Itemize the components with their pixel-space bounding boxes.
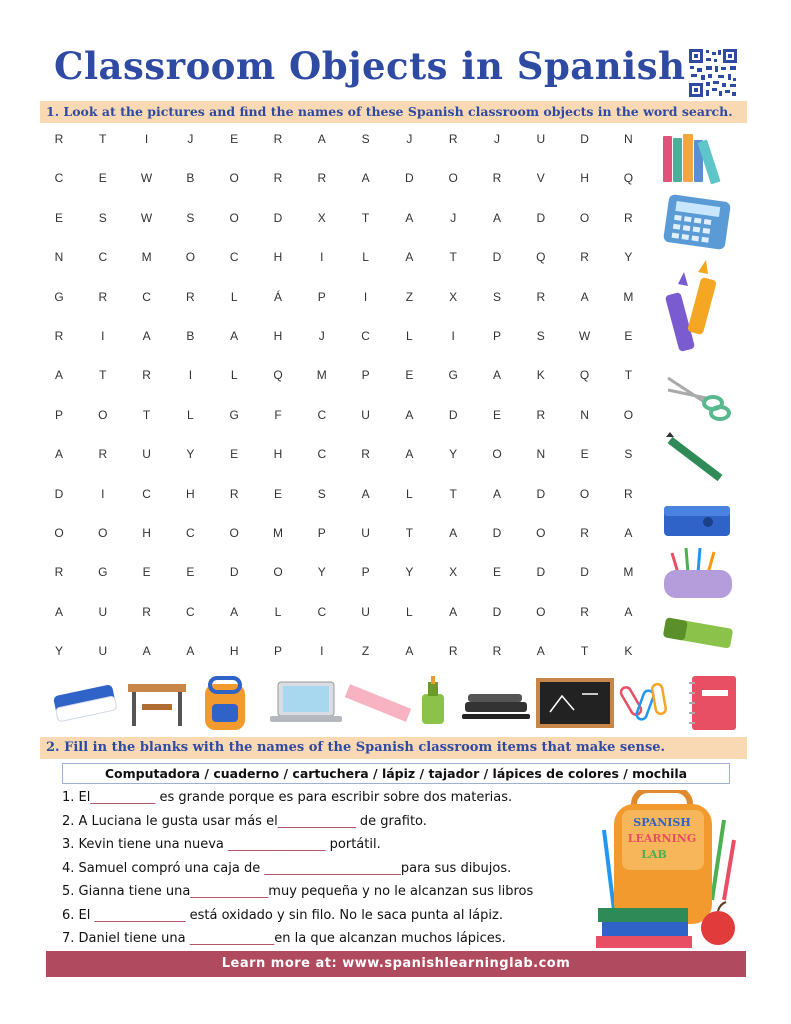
grid-letter: I (320, 250, 324, 265)
grid-letter: U (98, 604, 108, 619)
answer-blank[interactable]: ____________ (277, 813, 356, 829)
grid-letter: Y (624, 250, 633, 265)
grid-letter: C (142, 289, 151, 304)
grid-letter: J (318, 329, 325, 343)
spanish-learning-lab-logo (584, 790, 744, 950)
sentence-text-after: de grafito. (355, 813, 427, 829)
sentence-text-before: 1. El (62, 790, 91, 805)
logo-line-1: SPANISH (633, 816, 691, 829)
grid-letter: T (580, 644, 589, 659)
grid-letter: C (142, 486, 151, 501)
glue-icon (422, 676, 444, 724)
grid-letter: T (361, 210, 370, 225)
laptop-icon (270, 682, 342, 722)
grid-letter: E (142, 565, 151, 580)
grid-letter: X (449, 565, 458, 580)
grid-letter: L (406, 604, 413, 619)
grid-letter: D (448, 407, 458, 422)
grid-letter: H (273, 447, 283, 462)
sentence-3 (62, 837, 381, 852)
grid-letter: O (54, 526, 64, 540)
grid-letter: E (492, 407, 501, 422)
answer-blank[interactable]: _______________ (228, 837, 326, 852)
grid-letter: S (186, 210, 195, 225)
sentence-1 (62, 790, 512, 805)
grid-letter: P (273, 644, 282, 659)
grid-letter: P (361, 565, 370, 580)
grid-letter: R (492, 171, 502, 186)
sentence-text-before: 7. Daniel tiene una (62, 931, 190, 946)
sentence-text-before: 3. Kevin tiene una nueva (62, 837, 229, 852)
grid-letter: L (187, 407, 194, 422)
grid-letter: D (536, 210, 546, 225)
sentence-text-before: 5. Gianna tiene una (62, 884, 191, 899)
grid-letter: P (317, 526, 326, 540)
grid-letter: R (229, 486, 239, 501)
grid-letter: D (229, 565, 239, 580)
grid-letter: A (580, 289, 589, 304)
grid-letter: H (273, 250, 283, 265)
books-icon (663, 134, 721, 184)
answer-blank[interactable]: _____________________ (264, 860, 401, 876)
grid-letter: D (405, 171, 414, 186)
notebook-icon (689, 676, 736, 730)
grid-letter: D (492, 250, 502, 265)
grid-letter: N (624, 132, 633, 146)
grid-letter: W (578, 329, 591, 343)
grid-letter: E (273, 486, 282, 501)
grid-letter: R (580, 250, 589, 265)
grid-letter: K (624, 644, 633, 659)
sentence-2 (62, 814, 427, 829)
grid-letter: O (579, 486, 590, 501)
grid-letter: R (536, 407, 546, 422)
sentence-7 (62, 931, 506, 946)
grid-letter: E (405, 368, 414, 383)
grid-letter: O (492, 447, 502, 462)
grid-letter: D (492, 526, 502, 540)
grid-letter: R (361, 447, 370, 462)
grid-letter: E (186, 565, 195, 580)
backpack-icon (205, 678, 245, 730)
grid-letter: T (449, 486, 457, 501)
answer-blank[interactable]: ______________ (94, 907, 186, 923)
grid-letter: O (623, 407, 634, 422)
grid-letter: P (361, 368, 370, 383)
grid-letter: P (317, 289, 326, 304)
grid-letter: E (624, 329, 633, 343)
grid-letter: T (624, 368, 633, 383)
grid-letter: C (229, 250, 239, 265)
grid-letter: E (580, 447, 589, 462)
section-1-instruction: 1. Look at the pictures and find the names of these Spanish classroom objects in the word search. (40, 101, 747, 123)
grid-letter: O (448, 171, 458, 186)
sentence-6 (62, 908, 503, 923)
grid-letter: I (320, 644, 324, 659)
grid-letter: W (140, 210, 153, 225)
sentence-text-after: está oxidado y sin filo. No le saca punta al lápiz. (185, 907, 503, 923)
grid-letter: A (54, 368, 63, 383)
grid-letter: O (579, 210, 590, 225)
section-2-instruction: 2. Fill in the blanks with the names of the Spanish classroom items that make sense. (40, 737, 747, 759)
grid-letter: A (492, 210, 501, 225)
grid-letter: T (99, 132, 107, 146)
word-bank: Computadora / cuaderno / cartuchera / lápiz / tajador / lápices de colores / mochila (62, 763, 730, 784)
scissors-icon (668, 378, 729, 419)
grid-letter: Z (405, 289, 414, 304)
grid-letter: X (317, 210, 326, 225)
answer-blank[interactable]: ____________ (190, 884, 269, 899)
grid-letter: O (229, 171, 239, 186)
paper-clips-icon (619, 683, 666, 720)
side-icons-column (658, 128, 738, 678)
grid-letter: Á (273, 289, 282, 304)
grid-letter: G (54, 289, 64, 304)
grid-letter: E (230, 447, 239, 462)
grid-letter: G (98, 565, 108, 580)
grid-letter: H (186, 486, 195, 501)
grid-letter: R (54, 329, 64, 343)
grid-letter: Q (623, 171, 634, 186)
grid-letter: C (361, 329, 370, 343)
grid-letter: A (449, 526, 458, 540)
grid-letter: Y (54, 644, 63, 659)
grid-letter: I (451, 329, 455, 343)
grid-letter: I (101, 329, 105, 343)
sentence-text-before: 6. El (62, 907, 95, 923)
grid-letter: J (494, 132, 500, 146)
word-search-grid (44, 132, 652, 672)
grid-letter: R (492, 644, 502, 659)
answer-blank[interactable]: __________ (90, 790, 156, 805)
grid-letter: A (186, 644, 195, 659)
grid-letter: A (492, 486, 501, 501)
grid-letter: R (186, 289, 195, 304)
answer-blank[interactable]: _____________ (189, 931, 275, 946)
grid-letter: C (317, 447, 327, 462)
grid-letter: J (406, 132, 413, 146)
grid-letter: Z (361, 644, 370, 659)
grid-letter: H (273, 329, 283, 343)
grid-letter: A (230, 604, 239, 619)
crayons-icon (665, 260, 717, 352)
grid-letter: O (98, 526, 108, 540)
grid-letter: J (187, 132, 194, 146)
grid-letter: R (142, 604, 151, 619)
grid-letter: S (98, 210, 107, 225)
grid-letter: D (273, 210, 283, 225)
grid-letter: V (536, 171, 545, 186)
grid-letter: Q (579, 368, 590, 383)
grid-letter: A (142, 644, 151, 659)
grid-letter: Y (405, 565, 414, 580)
grid-letter: L (406, 486, 413, 501)
grid-letter: C (317, 407, 327, 422)
grid-letter: M (273, 526, 283, 540)
grid-letter: D (580, 132, 589, 146)
grid-letter: P (492, 329, 501, 343)
grid-letter: I (101, 486, 105, 501)
sentence-text-before: 4. Samuel compró una caja de (62, 860, 265, 876)
ruler-icon (345, 684, 411, 722)
grid-letter: Q (536, 250, 546, 265)
grid-letter: R (448, 132, 458, 146)
grid-letter: L (274, 604, 282, 619)
grid-letter: R (580, 604, 589, 619)
grid-letter: S (624, 447, 633, 462)
grid-letter: D (580, 565, 589, 580)
sentence-text-after: portátil. (325, 837, 381, 852)
grid-letter: R (536, 289, 546, 304)
grid-letter: R (54, 132, 64, 146)
grid-letter: U (536, 132, 546, 146)
grid-letter: R (54, 565, 64, 580)
grid-letter: R (98, 447, 108, 462)
grid-letter: F (274, 407, 282, 422)
grid-letter: A (317, 132, 326, 146)
grid-letter: E (230, 132, 239, 146)
chalkboard-icon (536, 678, 614, 728)
qr-code-icon (688, 48, 738, 98)
grid-letter: O (185, 250, 196, 265)
grid-letter: G (448, 368, 458, 383)
grid-letter: L (362, 250, 369, 265)
desk-icon (128, 684, 186, 726)
grid-letter: A (405, 447, 414, 462)
grid-letter: C (317, 604, 327, 619)
grid-letter: J (450, 210, 457, 225)
grid-letter: C (186, 604, 195, 619)
grid-letter: A (361, 486, 370, 501)
grid-letter: O (229, 210, 239, 225)
grid-letter: D (54, 486, 64, 501)
grid-letter: Y (186, 447, 195, 462)
grid-letter: S (317, 486, 326, 501)
grid-letter: A (492, 368, 501, 383)
sentence-5 (62, 884, 533, 899)
grid-letter: Y (449, 447, 458, 462)
grid-letter: U (361, 407, 370, 422)
grid-letter: C (98, 250, 108, 265)
grid-letter: L (406, 329, 413, 343)
grid-letter: T (449, 250, 457, 265)
grid-letter: P (54, 407, 63, 422)
grid-letter: H (580, 171, 589, 186)
grid-letter: R (624, 210, 633, 225)
grid-letter: R (317, 171, 327, 186)
grid-letter: A (54, 604, 63, 619)
grid-letter: B (186, 329, 195, 343)
sentence-4 (62, 861, 511, 876)
grid-letter: R (273, 171, 283, 186)
sentence-text-after: muy pequeña y no le alcanzan sus libros (268, 884, 534, 899)
grid-letter: G (229, 407, 239, 422)
grid-letter: Y (317, 565, 326, 580)
grid-letter: E (54, 210, 63, 225)
grid-letter: A (405, 407, 414, 422)
grid-letter: R (98, 289, 108, 304)
grid-letter: K (536, 368, 545, 383)
sentence-text-after: en la que alcanzan muchos lápices. (274, 931, 506, 946)
grid-letter: N (580, 407, 589, 422)
grid-letter: U (98, 644, 108, 659)
grid-letter: C (186, 526, 195, 540)
grid-letter: M (141, 250, 152, 265)
grid-letter: Q (273, 368, 283, 383)
grid-letter: M (316, 368, 327, 383)
grid-letter: A (405, 210, 414, 225)
grid-letter: D (536, 486, 546, 501)
grid-letter: R (580, 526, 589, 540)
grid-letter: I (363, 289, 368, 304)
calculator-icon (663, 194, 731, 250)
grid-letter: A (54, 447, 63, 462)
grid-letter: N (536, 447, 546, 462)
grid-letter: S (536, 329, 545, 343)
grid-letter: A (142, 329, 151, 343)
grid-letter: I (188, 368, 193, 383)
grid-letter: E (98, 171, 107, 186)
grid-letter: O (98, 407, 108, 422)
grid-letter: O (229, 526, 239, 540)
grid-letter: R (273, 132, 283, 146)
bottom-icons-row (50, 672, 740, 734)
grid-letter: A (405, 250, 414, 265)
page-title: Classroom Objects in Spanish (54, 44, 686, 88)
grid-letter: A (230, 329, 239, 343)
footer-banner[interactable]: Learn more at: www.spanishlearninglab.com (46, 951, 746, 977)
grid-letter: N (54, 250, 64, 265)
grid-letter: E (492, 565, 501, 580)
grid-letter: A (536, 644, 545, 659)
stapler-icon (462, 694, 530, 719)
grid-letter: T (405, 526, 414, 540)
grid-letter: U (361, 604, 370, 619)
grid-letter: R (142, 368, 151, 383)
grid-letter: A (449, 604, 458, 619)
grid-letter: H (229, 644, 239, 659)
pencil-icon (666, 432, 720, 478)
sentence-text-before: 2. A Luciana le gusta usar más el (62, 813, 278, 829)
grid-letter: W (140, 171, 153, 186)
grid-letter: T (99, 368, 107, 383)
eraser-icon (53, 684, 117, 722)
grid-letter: U (142, 447, 151, 462)
grid-letter: C (54, 171, 64, 186)
grid-letter: L (230, 368, 238, 383)
grid-letter: D (536, 565, 546, 580)
sentence-text-after: es grande porque es para escribir sobre dos materias. (155, 790, 513, 805)
grid-letter: R (624, 486, 633, 501)
grid-letter: M (623, 565, 634, 580)
grid-letter: R (448, 644, 458, 659)
grid-letter: I (144, 132, 149, 146)
grid-letter: U (361, 526, 370, 540)
pencil-case-icon (664, 548, 732, 598)
grid-letter: D (492, 604, 502, 619)
grid-letter: O (536, 526, 546, 540)
logo-line-2: LEARNING (627, 832, 697, 845)
grid-letter: S (492, 289, 501, 304)
grid-letter: T (142, 407, 151, 422)
sentence-text-after: para sus dibujos. (400, 860, 512, 876)
grid-letter: O (273, 565, 283, 580)
grid-letter: H (142, 526, 151, 540)
grid-letter: A (361, 171, 370, 186)
grid-letter: O (536, 604, 546, 619)
grid-letter: X (449, 289, 458, 304)
grid-letter: A (405, 644, 414, 659)
grid-letter: M (623, 289, 634, 304)
grid-letter: S (361, 132, 370, 146)
grid-letter: A (624, 526, 633, 540)
grid-letter: B (186, 171, 195, 186)
logo-line-3: LAB (641, 848, 667, 861)
eraser-icon (663, 617, 733, 649)
sharpener-icon (664, 506, 730, 536)
grid-letter: L (230, 289, 238, 304)
grid-letter: A (624, 604, 633, 619)
